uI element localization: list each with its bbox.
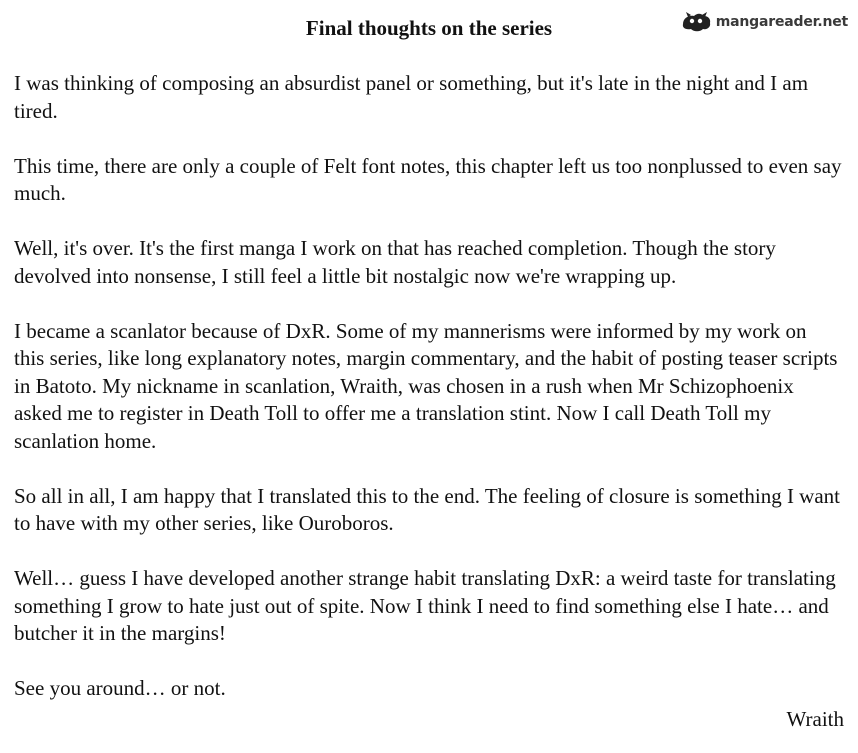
page-title: Final thoughts on the series bbox=[305, 16, 553, 40]
paragraph: This time, there are only a couple of Felt font notes, this chapter left us too nonplussed to even say much. bbox=[14, 153, 842, 205]
document-body bbox=[14, 70, 842, 730]
paragraph: Well… guess I have developed another strange habit translating DxR: a weird taste for translating something I grow to hate just out of spite. Now I think I need to find something else I hate… and butcher it in the margins! bbox=[14, 566, 836, 645]
paragraph: See you around… or not. bbox=[14, 676, 226, 700]
paragraph: So all in all, I am happy that I translated this to the end. The feeling of closure is something I want to have with my other series, like Ouroboros. bbox=[14, 483, 841, 535]
paragraph: I became a scanlator because of DxR. Some of my mannerisms were informed by my work on this series, like long explanatory notes, margin commentary, and the habit of posting teaser scripts in Batoto. My nickname in scanlation, Wraith, was chosen in a rush when Mr Schizophoenix asked me to register in Death Toll to offer me a translation stint. Now I call Death Toll my scanlation home. bbox=[14, 318, 838, 453]
watermark-text: mangareader.net bbox=[715, 14, 848, 30]
signature: Wraith bbox=[786, 707, 844, 731]
paragraph: I was thinking of composing an absurdist panel or something, but it's late in the night and I am tired. bbox=[14, 71, 809, 123]
paragraph: Well, it's over. It's the first manga I work on that has reached completion. Though the story devolved into nonsense, I still feel a little bit nostalgic now we're wrapping up. bbox=[14, 236, 776, 288]
